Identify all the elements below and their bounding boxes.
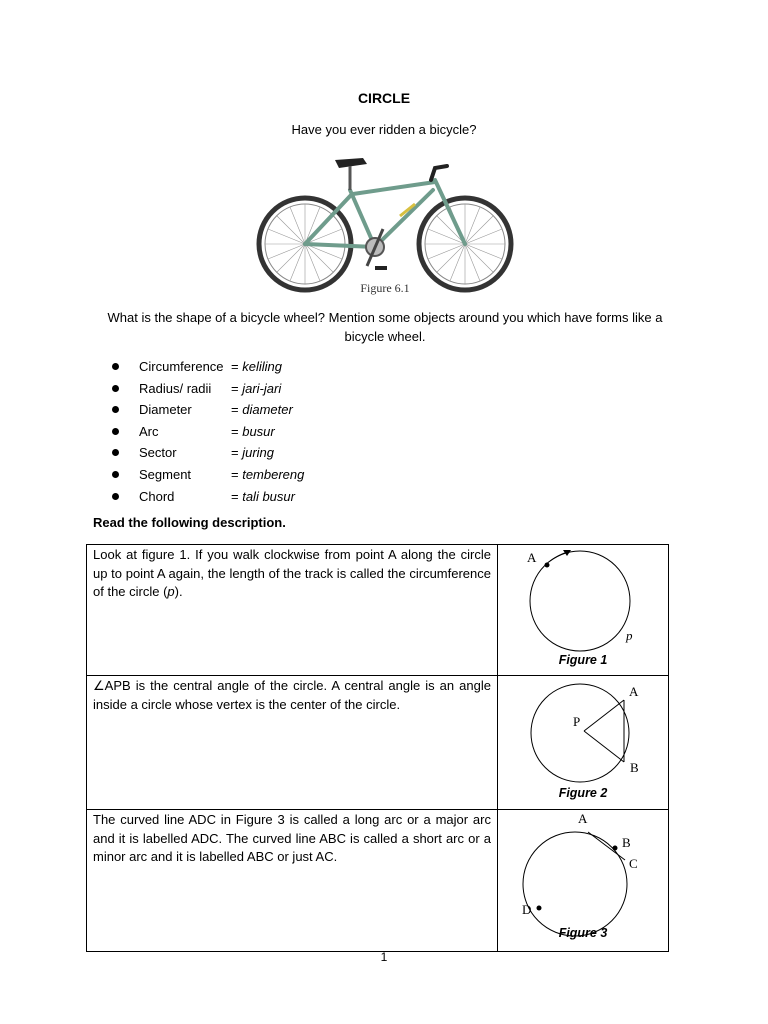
equals-sign: = [231, 402, 239, 418]
bullet-icon [112, 471, 119, 478]
page-number: 1 [380, 950, 388, 964]
label-a: A [629, 684, 639, 699]
term-malay-text: tali busur [242, 488, 295, 504]
bullet-icon [112, 406, 119, 413]
bullet-icon [112, 363, 119, 370]
term-malay-text: busur [242, 423, 275, 439]
figure-caption: Figure 3 [558, 926, 608, 940]
bullet-icon [112, 385, 119, 392]
section-heading: Read the following description. [93, 515, 286, 530]
bicycle-drawing [259, 158, 511, 290]
label-d: D [522, 902, 532, 917]
label-p: p [626, 628, 633, 643]
equals-sign: = [231, 359, 239, 374]
description-table [86, 544, 669, 952]
description-cell: The curved line ADC in Figure 3 is called a long arc or a major arc and it is labelled ADC. The curved line ABC is called a short arc or a minor arc and it is labelled ABC or just AC. [87, 810, 498, 952]
equals-sign: = [231, 488, 239, 504]
term-malay [231, 421, 275, 443]
table-row [87, 810, 669, 952]
term-malay-text: keliling [242, 359, 282, 374]
equals-sign: = [231, 445, 239, 461]
figure-2-diagram [498, 676, 668, 804]
description-cell: ∠APB is the central angle of the circle. A central angle is an angle inside a circle whose vertex is the center of the circle. [87, 676, 498, 810]
figure-caption: Figure 2 [558, 786, 608, 800]
term-malay-text: jari-jari [242, 380, 282, 396]
term-malay [231, 486, 295, 508]
term-english: Chord [139, 488, 175, 504]
term-malay [231, 464, 304, 486]
wheel-question: What is the shape of a bicycle wheel? Mention some objects around you which have forms like a bicycle wheel. [107, 310, 663, 344]
label-b: B [622, 835, 631, 850]
equals-sign: = [231, 423, 239, 439]
point-b-dot [613, 846, 618, 851]
bullet-icon [112, 493, 119, 500]
term-english: Arc [139, 423, 159, 439]
figure-1-diagram [498, 545, 668, 670]
label-p: P [573, 714, 581, 729]
intro-question: Have you ever ridden a bicycle? [291, 122, 477, 137]
description-text: Look at figure 1. If you walk clockwise from point A along the circle up to point A again, the length of the track is called the circumference of the circle ( [93, 547, 491, 599]
description-cell [87, 545, 498, 676]
figure-cell [498, 545, 669, 676]
term-malay-text: tembereng [242, 466, 305, 482]
label-b: B [630, 760, 639, 775]
bullet-icon [112, 449, 119, 456]
point-a-dot [545, 563, 550, 568]
term-malay [231, 399, 293, 421]
term-malay [231, 356, 282, 378]
point-d-dot [537, 906, 542, 911]
table-row [87, 676, 669, 810]
figure-cell [498, 810, 669, 952]
label-c: C [629, 856, 638, 871]
description-italic: p [167, 584, 175, 599]
term-english: Segment [139, 466, 192, 482]
term-malay [231, 378, 281, 400]
term-english: Diameter [139, 402, 192, 418]
term-malay-text: juring [242, 445, 275, 461]
term-english: Radius/ radii [139, 380, 212, 396]
term-malay-text: diameter [242, 402, 293, 418]
term-malay [231, 442, 274, 464]
table-row [87, 545, 669, 676]
bullet-icon [112, 428, 119, 435]
bicycle-illustration [255, 152, 515, 297]
label-a: A [527, 550, 537, 565]
equals-sign: = [231, 466, 239, 482]
figure-caption: Figure 1 [558, 653, 608, 667]
bicycle-figure-caption: Figure 6.1 [360, 281, 410, 295]
figure-cell [498, 676, 669, 810]
label-a: A [578, 811, 588, 826]
term-english: Sector [139, 445, 177, 461]
term-english: Circumference [139, 359, 224, 374]
page-title: CIRCLE [357, 90, 411, 106]
description-text-end: ). [174, 584, 183, 599]
equals-sign: = [231, 380, 239, 396]
